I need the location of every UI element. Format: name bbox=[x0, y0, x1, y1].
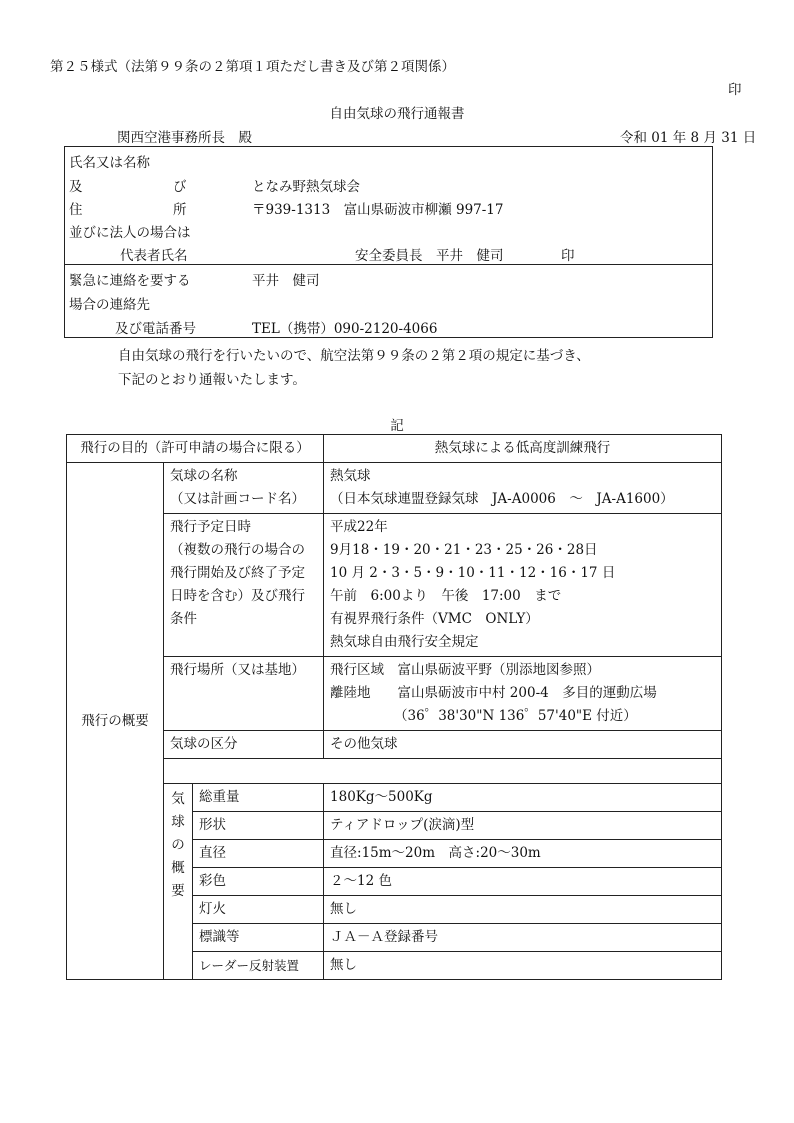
schedule-value-line: 有視界飛行条件（VMC ONLY） bbox=[330, 611, 539, 627]
schedule-label-line: 条件 bbox=[170, 611, 197, 627]
blank-cell bbox=[164, 759, 722, 784]
balloon-name-value-2: （日本気球連盟登録気球 JA-A0006 ～ JA-A1600） bbox=[330, 491, 674, 507]
intro-line-1: 自由気球の飛行を行いたいので、航空法第９９条の２第２項の規定に基づき、 bbox=[118, 348, 590, 364]
balloon-overview-label bbox=[164, 784, 193, 980]
section-divider bbox=[65, 264, 712, 265]
schedule-value-line: 10 月 2・3・5・9・10・11・12・16・17 日 bbox=[330, 565, 616, 581]
spec-label: 形状 bbox=[193, 812, 324, 840]
balloon-name-label-2: （又は計画コード名） bbox=[170, 491, 305, 507]
emergency-contact: 平井 健司 bbox=[252, 273, 320, 289]
phone-label: 及び電話番号 bbox=[115, 321, 196, 337]
spec-label: 直径 bbox=[193, 840, 324, 868]
emergency-label: 緊急に連絡を要する bbox=[69, 273, 191, 289]
purpose-row bbox=[67, 435, 722, 463]
representative-label: 代表者氏名 bbox=[120, 248, 188, 264]
category-value: その他気球 bbox=[324, 731, 722, 759]
spec-value: 直径:15m～20m 高さ:20～30m bbox=[324, 840, 722, 868]
corporation-label: 並びに法人の場合は bbox=[69, 225, 191, 241]
vertical-char: 気 bbox=[171, 791, 185, 807]
schedule-row bbox=[67, 514, 722, 657]
spec-value: ＪＡ－Ａ登録番号 bbox=[324, 924, 722, 952]
spec-label: 彩色 bbox=[193, 868, 324, 896]
balloon-name-label-1: 気球の名称 bbox=[170, 468, 238, 484]
balloon-name-value bbox=[324, 463, 722, 514]
spec-label: レーダー反射装置 bbox=[193, 952, 324, 980]
contact-label: 場合の連絡先 bbox=[69, 297, 150, 313]
vertical-char: 概 bbox=[171, 860, 185, 876]
schedule-label bbox=[164, 514, 324, 657]
balloon-name-label bbox=[164, 463, 324, 514]
schedule-label-line: 飛行予定日時 bbox=[170, 519, 251, 535]
schedule-value-line: 午前 6:00より 午後 17:00 まで bbox=[330, 588, 562, 604]
vertical-char: 球 bbox=[171, 814, 185, 830]
purpose-value: 熱気球による低高度訓練飛行 bbox=[324, 435, 722, 463]
address-label-b: 所 bbox=[173, 202, 187, 218]
place-label: 飛行場所（又は基地） bbox=[164, 657, 324, 731]
balloon-name-row bbox=[67, 463, 722, 514]
balloon-name-value-1: 熱気球 bbox=[330, 468, 371, 484]
schedule-label-line: 日時を含む）及び飛行 bbox=[170, 588, 305, 604]
spec-label: 灯火 bbox=[193, 896, 324, 924]
name-label: 氏名又は名称 bbox=[69, 155, 150, 171]
and-label-b: び bbox=[173, 179, 187, 195]
ki-heading: 記 bbox=[390, 418, 404, 434]
representative-stamp: 印 bbox=[561, 248, 575, 264]
spec-label: 総重量 bbox=[193, 784, 324, 812]
place-value-line: 離陸地 富山県砺波市中村 200-4 多目的運動広場 bbox=[330, 685, 657, 701]
intro-line-2: 下記のとおり通報いたします。 bbox=[118, 372, 306, 388]
purpose-label: 飛行の目的（許可申請の場合に限る） bbox=[67, 435, 324, 463]
schedule-label-line: （複数の飛行の場合の bbox=[170, 542, 305, 558]
and-label-a: 及 bbox=[69, 179, 83, 195]
spec-value: 無し bbox=[324, 952, 722, 980]
overview-label: 飛行の概要 bbox=[67, 463, 164, 980]
vertical-char: の bbox=[171, 837, 185, 853]
applicant-name: となみ野熱気球会 bbox=[252, 179, 360, 195]
category-label: 気球の区分 bbox=[164, 731, 324, 759]
spec-label: 標識等 bbox=[193, 924, 324, 952]
address-label-a: 住 bbox=[69, 202, 83, 218]
place-row bbox=[67, 657, 722, 731]
place-value-line: （36゜38'30"N 136゜57'40"E 付近） bbox=[394, 708, 637, 724]
phone-number: TEL（携帯）090-2120-4066 bbox=[252, 321, 438, 337]
spec-row bbox=[67, 784, 722, 812]
spec-value: ティアドロップ(涙滴)型 bbox=[324, 812, 722, 840]
stamp-mark: 印 bbox=[728, 82, 742, 98]
place-value bbox=[324, 657, 722, 731]
schedule-value-line: 9月18・19・20・21・23・25・26・28日 bbox=[330, 542, 598, 558]
blank-row bbox=[67, 759, 722, 784]
spec-value: 180Kg～500Kg bbox=[324, 784, 722, 812]
spec-value: 無し bbox=[324, 896, 722, 924]
place-value-line: 飛行区域 富山県砺波平野（別添地図参照） bbox=[330, 662, 601, 678]
applicant-address: 〒939-1313 富山県砺波市柳瀬 997-17 bbox=[252, 202, 504, 218]
spec-value: ２～12 色 bbox=[324, 868, 722, 896]
schedule-value-line: 平成22年 bbox=[330, 519, 388, 535]
schedule-value-line: 熱気球自由飛行安全規定 bbox=[330, 634, 479, 650]
document-title: 自由気球の飛行通報書 bbox=[329, 106, 465, 122]
form-header: 第２５様式（法第９９条の２第項１項ただし書き及び第２項関係） bbox=[50, 59, 455, 75]
applicant-box bbox=[64, 146, 713, 338]
schedule-value bbox=[324, 514, 722, 657]
representative-name: 安全委員長 平井 健司 bbox=[355, 248, 504, 264]
document-date: 令和 01 年 8 月 31 日 bbox=[620, 130, 757, 146]
vertical-char: 要 bbox=[171, 883, 185, 899]
addressee: 関西空港事務所長 殿 bbox=[117, 130, 252, 146]
schedule-label-line: 飛行開始及び終了予定 bbox=[170, 565, 305, 581]
flight-details-table bbox=[66, 434, 722, 980]
category-row bbox=[67, 731, 722, 759]
